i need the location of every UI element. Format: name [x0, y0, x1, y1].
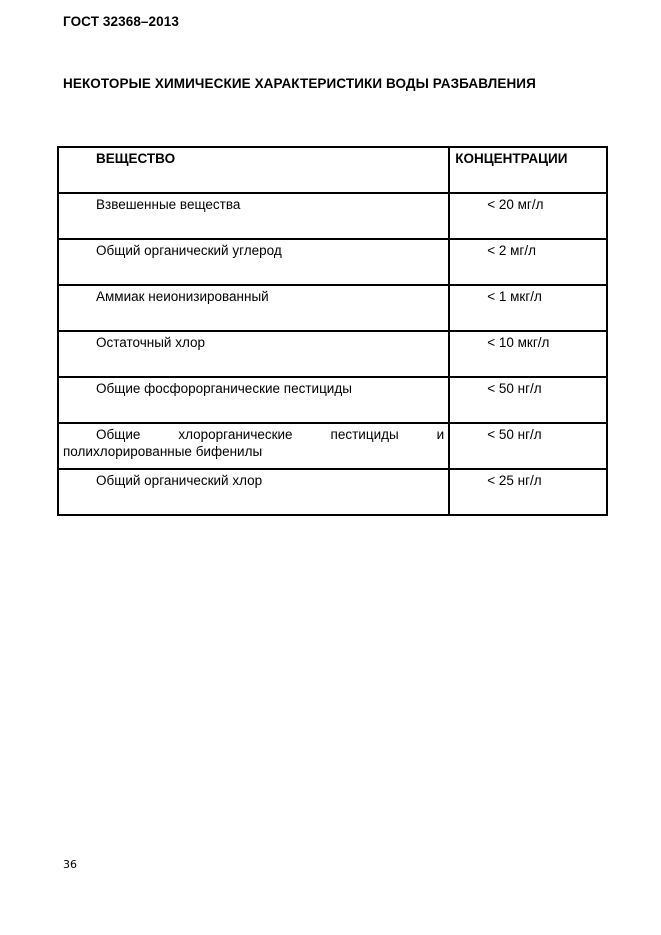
header-concentration-label: КОНЦЕНТРАЦИИ: [455, 151, 568, 166]
concentration-value: < 20 мг/л: [487, 197, 544, 212]
header-substance-label: ВЕЩЕСТВО: [96, 151, 176, 166]
substance-cell: [58, 423, 449, 469]
concentration-cell: [449, 239, 607, 285]
substance-name: Общий органический хлор: [96, 473, 263, 488]
document-code: ГОСТ 32368–2013: [63, 14, 179, 29]
concentration-value: < 1 мкг/л: [487, 289, 542, 304]
section-title: НЕКОТОРЫЕ ХИМИЧЕСКИЕ ХАРАКТЕРИСТИКИ ВОДЫ РАЗБАВЛЕНИЯ: [63, 76, 536, 91]
substance-name: Общие фосфорорганические пестициды: [96, 381, 352, 396]
concentration-value: < 2 мг/л: [487, 243, 536, 258]
substance-cell: [58, 239, 449, 285]
header-cell-concentration: [449, 147, 607, 193]
table-row: [58, 469, 607, 515]
concentration-cell: [449, 285, 607, 331]
concentration-cell: [449, 377, 607, 423]
substance-cell: [58, 331, 449, 377]
substance-cell: [58, 469, 449, 515]
concentration-cell: [449, 469, 607, 515]
concentration-value: < 50 нг/л: [487, 381, 542, 396]
concentration-cell: [449, 193, 607, 239]
table-row: [58, 239, 607, 285]
table-row: [58, 331, 607, 377]
concentration-value: < 10 мкг/л: [487, 335, 550, 350]
substance-name: Взвешенные вещества: [96, 197, 241, 212]
concentration-cell: [449, 423, 607, 469]
concentration-value: < 25 нг/л: [487, 473, 542, 488]
header-cell-substance: [58, 147, 449, 193]
table-header-row: [58, 147, 607, 193]
substance-name: Общий органический углерод: [96, 243, 282, 258]
table-row: [58, 193, 607, 239]
chemical-characteristics-table: [57, 146, 608, 516]
substance-cell: [58, 193, 449, 239]
substance-name: Остаточный хлор: [96, 335, 206, 350]
substance-cell: [58, 285, 449, 331]
page-number: 36: [63, 858, 77, 871]
substance-name: Аммиак неионизированный: [96, 289, 269, 304]
table-row: [58, 423, 607, 469]
substance-cell: [58, 377, 449, 423]
concentration-value: < 50 нг/л: [487, 427, 542, 442]
table-row: [58, 377, 607, 423]
table-row: [58, 285, 607, 331]
substance-name: Общие хлорорганические пестициды и полихлорированные бифенилы: [63, 427, 445, 459]
concentration-cell: [449, 331, 607, 377]
